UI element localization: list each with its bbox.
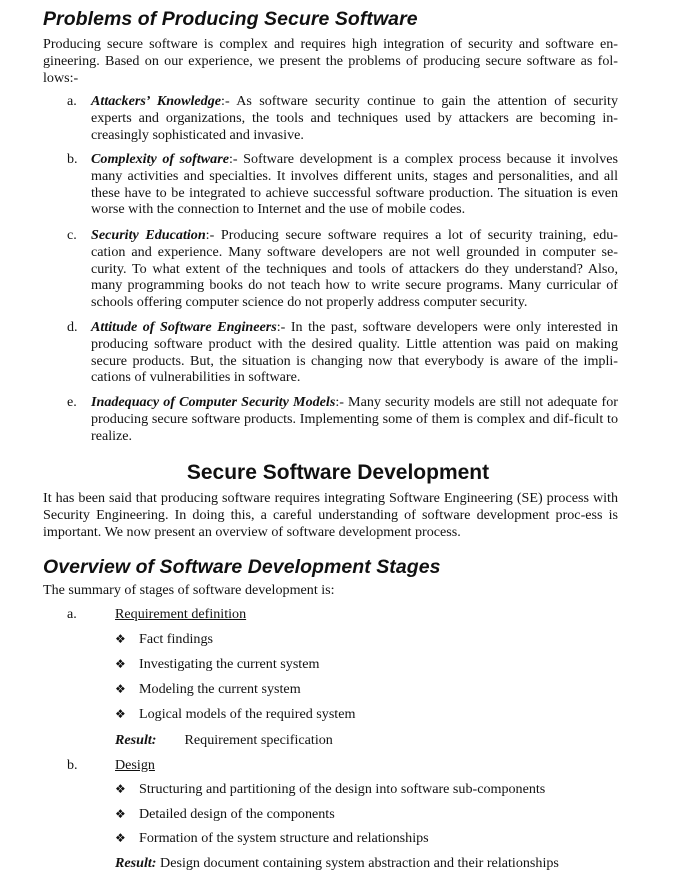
list-item: ❖ Modeling the current system — [115, 681, 301, 697]
diamond-bullet-icon: ❖ — [115, 632, 126, 646]
list-item: ❖ Formation of the system structure and relationships — [115, 830, 429, 846]
item-text: :- In the past, software developers were only interested in producing software product with the desired quality. Little attention was paid on making secure products. But, the situation is changing now that everybody is aware of the impli-cations of vulnerabilities in software. — [91, 319, 619, 386]
list-item: ❖ Structuring and partitioning of the design into software sub-components — [115, 781, 546, 797]
secure-dev-heading: Secure Software Development — [186, 461, 490, 484]
item-term: Complexity of software — [91, 151, 229, 167]
diamond-bullet-icon: ❖ — [115, 657, 126, 671]
item-term: Attackers’ Knowledge — [91, 93, 222, 109]
item-marker: e. — [67, 394, 77, 410]
list-item: ❖ Investigating the current system — [115, 656, 320, 672]
list-item: ❖ Fact findings — [115, 631, 213, 647]
item-term: Attitude of Software Engineers — [91, 319, 277, 335]
item-term: Security Education — [91, 227, 206, 243]
item-term: Inadequacy of Computer Security Models — [91, 394, 336, 410]
diamond-bullet-icon: ❖ — [115, 782, 126, 796]
item-marker: b. — [67, 151, 78, 167]
item-text: :- Many security models are still not adequate for producing secure software products. Implementing some of them is complex and dif-ficult to realize. — [91, 394, 618, 444]
result-text: Design document containing system abstraction and their relationships — [160, 855, 559, 871]
list-item: ❖ Detailed design of the components — [115, 806, 335, 822]
stage-result-a — [115, 732, 333, 749]
overview-heading: Overview of Software Development Stages — [43, 556, 441, 578]
problems-intro: Producing secure software is complex and requires high integration of security and software en-gineering. Based on our experience, we present the problems of producing secure software as fol-lows:- — [43, 36, 618, 86]
list-item: ❖ Logical models of the required system — [115, 706, 356, 722]
result-label: Result: — [115, 855, 157, 871]
item-text: :- Producing secure software requires a lot of security training, edu-cation and experience. Many software developers are not well grounded in computer se-curity. To what extent of the techniques and tools of attackers do they understand? Also, many programming books do not teach how to write secure programs. Many curricular of schools offering computer science do not properly address computer security. — [91, 227, 619, 311]
diamond-bullet-icon: ❖ — [115, 707, 126, 721]
result-text: Requirement specification — [184, 732, 333, 748]
diamond-bullet-icon: ❖ — [115, 682, 126, 696]
stage-marker-a: a. — [67, 606, 77, 622]
stage-heading-requirement: Requirement definition — [115, 606, 247, 622]
secure-dev-paragraph: It has been said that producing software requires integrating Software Engineering (SE) process with Security Engineering. In doing this, a careful understanding of software development proc-ess is important. We now present an overview of software development process. — [43, 490, 618, 540]
stage-result-b — [115, 855, 559, 872]
overview-intro: The summary of stages of software development is: — [43, 582, 335, 598]
item-marker: d. — [67, 319, 78, 335]
problems-heading: Problems of Producing Secure Software — [43, 8, 418, 30]
diamond-bullet-icon: ❖ — [115, 807, 126, 821]
stage-marker-b: b. — [67, 757, 78, 773]
item-marker: c. — [67, 227, 77, 243]
result-label: Result: — [115, 732, 157, 748]
item-text: :- Software development is a complex process because it involves many activities and specialties. It involves different units, stages and personalities, and all these have to be integrated to achieve successful software production. The situation is even worse with the connection to Internet and the use of mobile codes. — [91, 151, 618, 218]
diamond-bullet-icon: ❖ — [115, 831, 126, 845]
stage-heading-design: Design — [115, 757, 155, 773]
item-marker: a. — [67, 93, 77, 109]
item-text: :- As software security continue to gain the attention of security experts and organizations, the tools and techniques used by attackers are becoming in-creasingly sophisticated and invasive. — [91, 93, 618, 143]
